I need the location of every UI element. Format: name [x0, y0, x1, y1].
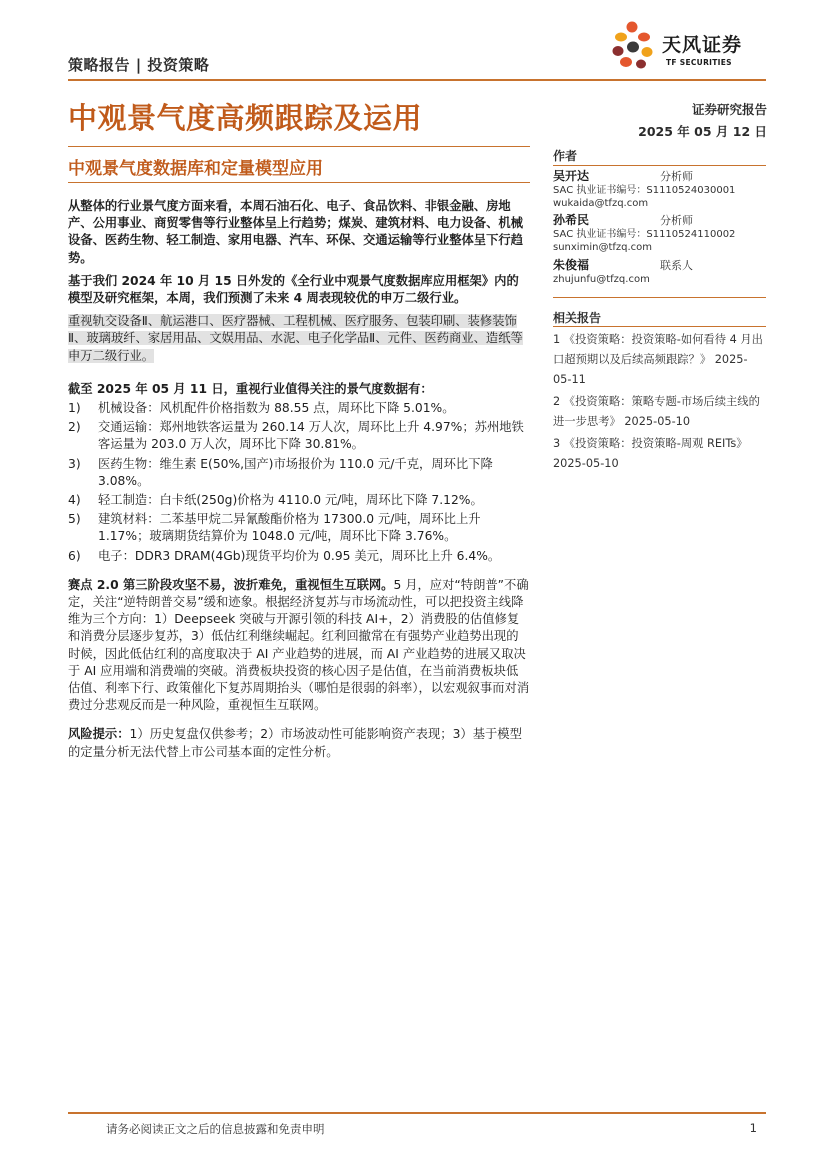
list-item: 6) 电子：DDR3 DRAM(4Gb)现货平均价为 0.95 美元，周环比上升 6.4%。	[68, 548, 501, 563]
main-content	[68, 198, 530, 767]
author-name: 朱俊福	[553, 258, 590, 272]
list-item: 3) 医药生物：维生素 E(50%,国产)市场报价为 110.0 元/千克，周环比下降 3.08%。	[68, 456, 493, 488]
list-item: 5) 建筑材料：二苯基甲烷二异氰酸酯价格为 17300.0 元/吨，周环比上升 1.17%；玻璃期货结算价为 1048.0 元/吨，周环比下降 3.76%。	[68, 512, 481, 544]
industry-trend-summary: 从整体的行业景气度方面来看，本周石油石化、电子、食品饮料、非银金融、房地产、公用事业、商贸零售等行业整体呈上行趋势；煤炭、建筑材料、电力设备、机械设备、医药生物、轻工制造、家用电器、汽车、环保、交通运输等行业整体呈下行趋势。	[68, 199, 523, 265]
author-name: 吴开达	[553, 169, 590, 183]
footer-divider	[68, 1112, 766, 1114]
author-role: 联系人	[660, 259, 693, 272]
risk-warning: 风险提示：1）历史复盘仅供参考；2）市场波动性可能影响资产表现；3）基于模型的定量分析无法代替上市公司基本面的定性分析。	[68, 727, 522, 759]
page-title: 中观景气度高频跟踪及运用	[68, 101, 423, 135]
page-number: 1	[749, 1121, 757, 1135]
recommended-industries	[68, 313, 530, 365]
related-report-link[interactable]: 1 《投资策略：投资策略-如何看待 4 月出口超预期以及后续高频跟踪？》 2025-05-11	[553, 333, 763, 386]
data-highlights-heading: 截至 2025 年 05 月 11 日，重视行业值得关注的景气度数据有：	[68, 381, 433, 396]
strategy-paragraph: 赛点 2.0 第三阶段攻坚不易，波折难免，重视恒生互联网。5 月，应对“特朗普”不确定，关注“逆特朗普交易”缓和迹象。根据经济复苏与市场流动性，可以把投资主线降维为三个方向：1）Deepseek 突破与开源引领的科技 AI+，2）消费股的估值修复和消费分层逐步复苏，3）低估红利继续崛起。红利回撤常在有强势产业趋势出现的时候，因此低估红利的高度取决于 AI 产业趋势的进展，而 AI 产业趋势的进展又取决于 AI 应用端和消费端的突破。消费板块投资的核心因子是估值，在当前消费板块低估值、利率下行、政策催化下复苏周期抬头（哪怕是很弱的斜率），以宏观叙事而对消费过分悲观反而是一种风险，重视恒生互联网。	[68, 577, 530, 713]
author-cert: SAC 执业证书编号：S1110524110002	[553, 229, 736, 240]
subtitle-divider-top	[68, 146, 530, 147]
author-card	[553, 214, 766, 254]
related-reports-list	[553, 330, 766, 476]
subtitle-divider-bottom	[68, 182, 530, 183]
model-framework-paragraph: 基于我们 2024 年 10 月 15 日外发的《全行业中观景气度数据库应用框架》内的模型及研究框架，本周，我们预测了未来 4 周表现较优的申万二级行业。	[68, 273, 519, 306]
tf-securities-logo	[610, 20, 760, 72]
logo-english-name: TF SECURITIES	[666, 58, 732, 67]
related-report-link[interactable]: 3 《投资策略：投资策略-周观 REITs》 2025-05-10	[553, 437, 748, 470]
related-divider-top	[553, 297, 766, 298]
authors-heading: 作者	[553, 149, 578, 163]
report-type: 证券研究报告	[691, 102, 767, 117]
list-item: 2) 交通运输：郑州地铁客运量为 260.14 万人次，周环比上升 4.97%；苏州地铁客运量为 203.0 万人次，周环比下降 30.81%。	[68, 420, 524, 452]
related-divider-bottom	[553, 326, 766, 327]
list-item: 4) 轻工制造：白卡纸(250g)价格为 4110.0 元/吨，周环比下降 7.12%。	[68, 493, 483, 508]
report-date: 2025 年 05 月 12 日	[638, 124, 767, 139]
data-highlights-list	[68, 400, 530, 565]
list-item: 1) 机械设备：风机配件价格指数为 88.55 点，周环比下降 5.01%。	[68, 401, 455, 416]
author-card	[553, 170, 766, 210]
author-email[interactable]: wukaida@tfzq.com	[553, 198, 649, 209]
related-report-link[interactable]: 2 《投资策略：策略专题-市场后续主线的进一步思考》 2025-05-10	[553, 395, 760, 428]
header-divider	[68, 79, 766, 81]
related-reports-heading: 相关报告	[553, 311, 602, 325]
footer-disclaimer: 请务必阅读正文之后的信息披露和免责申明	[106, 1122, 325, 1136]
recommended-industries-text: 重视轨交设备Ⅱ、航运港口、医疗器械、工程机械、医疗服务、包装印刷、装修装饰Ⅱ、玻璃玻纤、家居用品、文娱用品、水泥、电子化学品Ⅱ、元件、医药商业、造纸等申万二级行业。	[68, 314, 523, 363]
author-email[interactable]: sunximin@tfzq.com	[553, 242, 653, 253]
author-card	[553, 259, 766, 286]
author-cert: SAC 执业证书编号：S1110524030001	[553, 185, 736, 196]
page-subtitle: 中观景气度数据库和定量模型应用	[68, 159, 323, 179]
logo-chinese-name: 天风证券	[662, 34, 743, 56]
report-category: 策略报告 | 投资策略	[68, 56, 210, 74]
author-name: 孙希民	[553, 213, 590, 227]
tf-logo-icon	[610, 20, 656, 70]
author-role: 分析师	[660, 170, 693, 183]
author-role: 分析师	[660, 214, 693, 227]
authors-divider	[553, 165, 766, 166]
author-email[interactable]: zhujunfu@tfzq.com	[553, 274, 650, 285]
